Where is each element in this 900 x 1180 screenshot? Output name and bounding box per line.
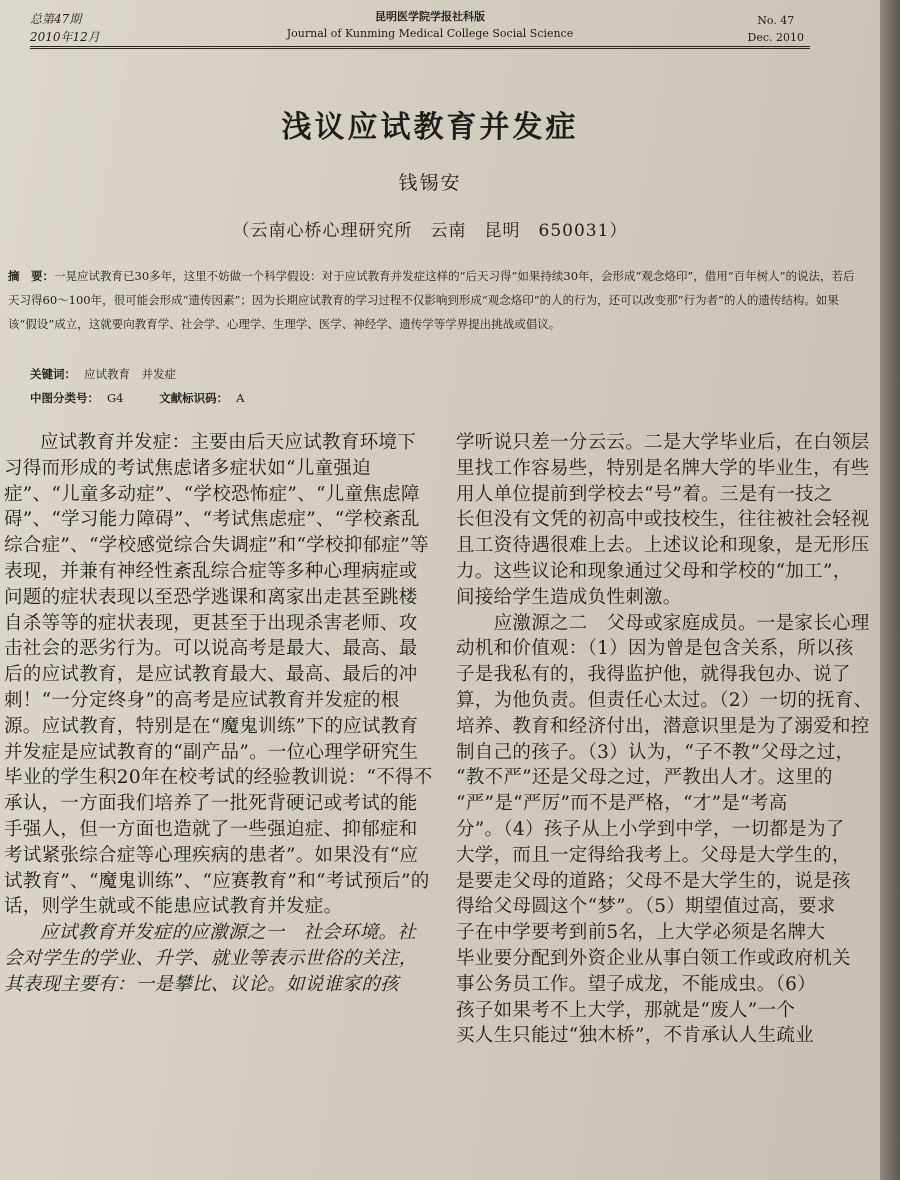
journal-name-cn: 昆明医学院学报社科版 [375, 10, 485, 23]
text-line: 培养、教育和经济付出，潜意识里是为了溺爱和控 [456, 715, 870, 737]
text-line: 算，为他负责。但责任心太过。（2）一切的抚育、 [456, 689, 873, 711]
text-line: 里找工作容易些，特别是名牌大学的毕业生，有些 [456, 457, 870, 479]
doc-code-value: A [236, 391, 245, 405]
classification [30, 390, 252, 406]
keywords-label: 关键词： [30, 367, 76, 381]
text-line: “教不严”还是父母之过，严教出人才。这里的 [456, 767, 833, 789]
abstract-label: 摘 要： [8, 269, 54, 283]
text-line: 买人生只能过“独木桥”，不肯承认人生疏业 [456, 1025, 814, 1047]
keywords [30, 366, 184, 382]
text-line: 得给父母圆这个“梦”。（5）期望值过高，要求 [456, 896, 836, 918]
text-line: 用人单位提前到学校去“号”着。三是有一技之 [456, 483, 833, 505]
header-rule [30, 46, 810, 49]
issue-date-cn: 2010年12月 [30, 30, 100, 44]
text-line: 长但没有文凭的初高中或技校生，往往被社会轻视 [456, 509, 870, 531]
keywords-text: 应试教育 并发症 [84, 367, 176, 381]
journal-name-en: Journal of Kunming Medical College Social Science [286, 27, 574, 40]
text-line: 大学，而且一定得给我考上。父母是大学生的， [456, 844, 851, 866]
header-center [250, 8, 610, 42]
text-line: 毕业要分配到外资企业从事白领工作或政府机关 [456, 947, 851, 969]
text-line: 力。这些议论和现象通过父母和学校的“加工”， [456, 560, 852, 582]
text-line: 应激源之二 父母或家庭成员。一是家长心理 [456, 612, 870, 634]
issue-number-en: No. 47 [757, 14, 795, 27]
body-left-column [4, 430, 434, 998]
right-column-lines [456, 430, 880, 1049]
text-line: 间接给学生造成负性刺激。 [456, 586, 682, 608]
text-line: 分”。（4）孩子从上小学到中学，一切都是为了 [456, 818, 845, 840]
text-line: 制自己的孩子。（3）认为，“子不教”父母之过， [456, 741, 855, 763]
article-title: 浅议应试教育并发症 [281, 110, 579, 145]
text-line: 动机和价值观：（1）因为曾是包含关系，所以孩 [456, 638, 854, 660]
clc-value: G4 [107, 391, 124, 405]
text-line: 且工资待遇很难上去。上述议论和现象，是无形压 [456, 535, 870, 557]
abstract-text: 一晃应试教育已30多年，这里不妨做一个科学假设：对于应试教育并发症这样的“后天习得”如果持续30年，会形成“观念烙印”，借用“百年树人”的说法，若后天习得60～100年，很可能会形成“遗传因素”；因为长期应试教育的学习过程不仅影响到形成“观念烙印”的人的行为，还可以改变那“行为者”的人的遗传结构。如果该“假设”成立，这就要向教育学、社会学、心理学、生理学、医学、神经学、遗传学等学界提出挑战或倡议。 [8, 269, 855, 331]
text-line: “严”是“严厉”而不是严格，“才”是“考高 [456, 793, 788, 815]
body-paragraph: 应试教育并发症：主要由后天应试教育环境下习得而形成的考试焦虑诸多症状如“儿童强迫症”、“儿童多动症”、“学校恐怖症”、“儿童焦虑障碍”、“学习能力障碍”、“考试焦虑症”、“学校紊乱综合症”、“学校感觉综合失调症”和“学校抑郁症”等表现，并兼有神经性紊乱综合症等多种心理病症或问题的症状表现以至恐学逃课和离家出走甚至跳楼自杀等等的症状表现，更甚至于出现杀害老师、攻击社会的恶劣行为。可以说高考是最大、最高、最后的应试教育，是应试教育最大、最高、最后的冲刺！“一分定终身”的高考是应试教育并发症的根源。应试教育，特别是在“魔鬼训练”下的应试教育并发症是应试教育的“副产品”。一位心理学研究生毕业的学生积20年在校考试的经验教训说：“不得不承认，一方面我们培养了一批死背硬记或考试的能手强人，但一方面也造就了一些强迫症、抑郁症和考试紧张综合症等心理疾病的患者”。如果没有“应试教育”、“魔鬼训练”、“应赛教育”和“考试预后”的话，则学生就或不能患应试教育并发症。 [4, 432, 433, 918]
author-affiliation: （云南心桥心理研究所 云南 昆明 650031） [232, 221, 628, 241]
issue-date-en: Dec. 2010 [747, 31, 804, 44]
article-author: 钱锡安 [398, 172, 462, 194]
issue-number-cn: 总第47期 [30, 12, 82, 26]
text-line: 学听说只差一分云云。二是大学毕业后，在白领层 [456, 432, 870, 453]
text-line: 子在中学要考到前5名，上大学必须是名牌大 [456, 922, 826, 944]
text-line: 事公务员工作。望子成龙，不能成虫。（6） [456, 973, 817, 995]
clc-label: 中图分类号： [30, 391, 99, 405]
body-right-column [456, 430, 880, 1049]
abstract [8, 264, 858, 336]
text-line: 是要走父母的道路；父母不是大学生的，说是孩 [456, 870, 851, 892]
page-edge-shadow [880, 0, 900, 1180]
body-paragraph: 应试教育并发症的应激源之一 社会环境。社会对学生的学业、升学、就业等表示世俗的关注，其表现主要有：一是攀比、议论。如说谁家的孩 [4, 922, 418, 995]
text-line: 子是我私有的，我得监护他，就得我包办、说了 [456, 664, 851, 686]
doc-code-label: 文献标识码： [159, 391, 229, 405]
header-left [30, 10, 100, 46]
header-right [748, 12, 804, 46]
text-line: 孩子如果考不上大学，那就是“废人”一个 [456, 999, 796, 1021]
